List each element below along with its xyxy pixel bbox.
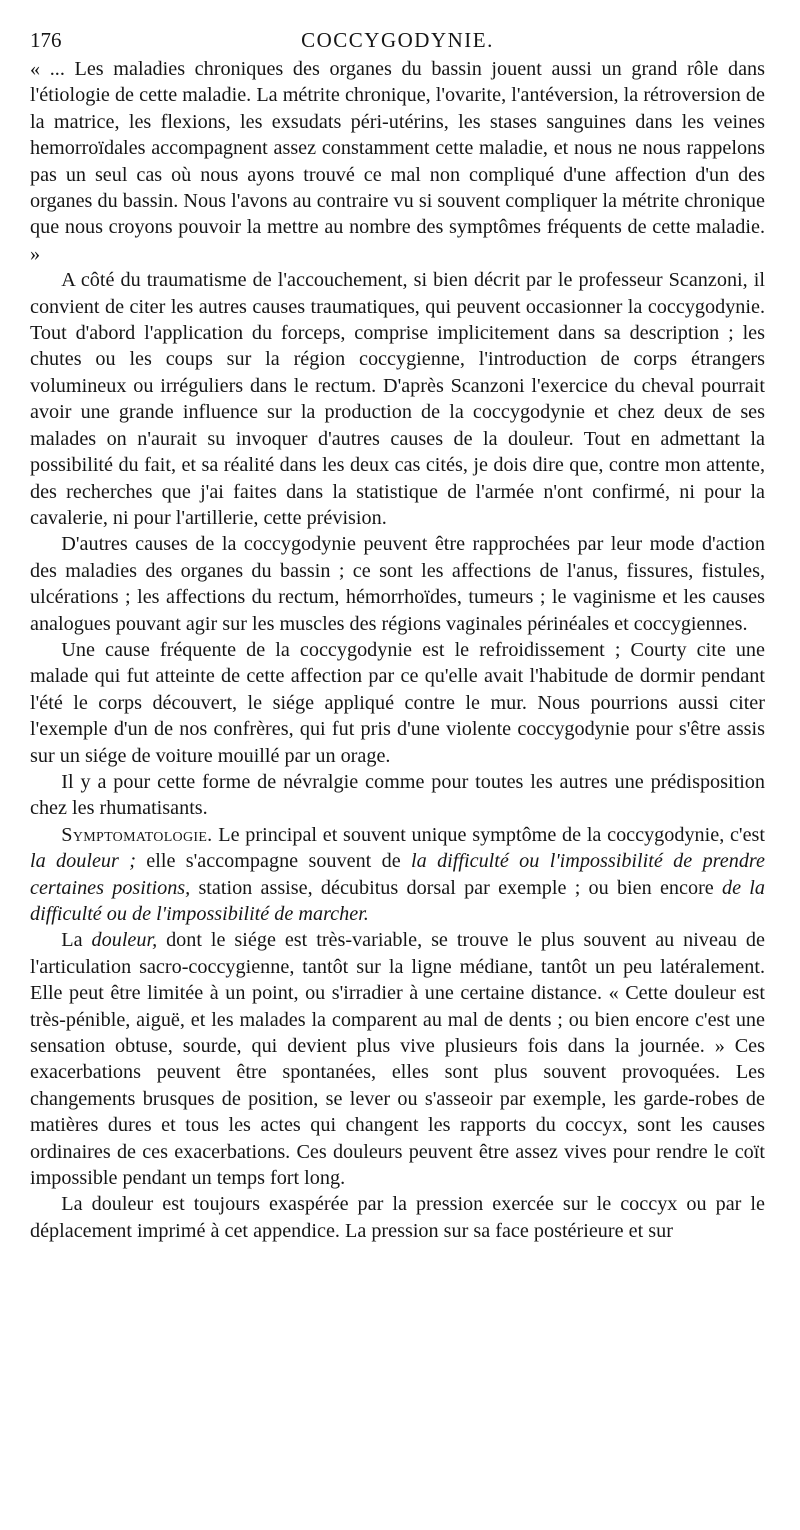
text-run: dont le siége est très-variable, se trouve le plus souvent au niveau de l'articulation sacro-coccygienne, tantôt sur la ligne médiane, tantôt un peu latéralement. Elle peut être limitée à un point, ou s'irradier à une certaine distance. « Cette douleur est très-pénible, aiguë, et les malades la comparent au mal de dents ; ou bien encore c'est une sensation obtuse, sourde, qui devient plus vive plusieurs fois dans la journée. » Ces exacerbations peuvent être spontanées, elles sont plus souvent provoquées. Les changements brusques de position, se lever ou s'asseoir par exemple, les garde-robes de matières dures et tous les actes qui changent les rapports du coccyx, sont les causes ordinaires de ces exacerbations. Ces douleurs peuvent être assez vives pour rendre le coït impossible pendant un temps fort long. [30, 929, 765, 1190]
running-title: COCCYGODYNIE. [301, 28, 494, 52]
text-run: station assise, décubitus dorsal par exemple ; ou bien encore [190, 876, 722, 899]
paragraph-cold-exposure: Une cause fréquente de la coccygodynie est le refroidissement ; Courty cite une malade qui fut atteinte de cette affection par ce qu'elle avait l'habitude de dormir pendant l'été le corps découvert, le siége appliqué contre le mur. Nous pourrions aussi citer l'exemple d'un de nos confrères, qui fut pris d'une violente coccygodynie pour s'être assis sur un siége de voiture mouillé par un orage. [30, 638, 765, 767]
paragraph-pressure-pain: La douleur est toujours exaspérée par la pression exercée sur le coccyx ou par le déplacement imprimé à cet appendice. La pression sur sa face postérieure et sur [30, 1193, 765, 1242]
italic-run: de la difficulté ou de l'impossibilité de marcher. [30, 876, 765, 925]
paragraph-quote-chronic-diseases: « ... Les maladies chroniques des organes du bassin jouent aussi un grand rôle dans l'étiologie de cette maladie. La métrite chronique, l'ovarite, l'antéversion, la rétroversion de la matrice, les flexions, les exsudats péri-utérins, les stases sanguines dans les veines hemorroïdales accompagnent assez constamment cette maladie, et nous ne nous rappelons pas un seul cas où nous ayons trouvé ce mal non compliqué d'une affection d'un des organes du bassin. Nous l'avons au contraire vu si souvent compliquer la métrite chronique que nous croyons pouvoir la mettre au nombre des symptômes fréquents de cette maladie. » [30, 58, 765, 265]
italic-run: douleur, [91, 929, 158, 952]
page-header [30, 28, 765, 56]
text-run: La [61, 929, 92, 952]
page-number: 176 [30, 28, 62, 52]
paragraph-rheumatism: Il y a pour cette forme de névralgie comme pour toutes les autres une prédisposition chez les rhumatisants. [30, 770, 765, 820]
italic-run: la douleur ; [30, 850, 136, 873]
paragraph-anal-rectal-causes: D'autres causes de la coccygodynie peuvent être rapprochées par leur mode d'action des maladies des organes du bassin ; ce sont les affections de l'anus, fissures, fistules, ulcérations ; les affections du rectum, hémorrhoïdes, tumeurs ; le vaginisme et les causes analogues pouvant agir sur les muscles des régions vaginales périnéales et coccygiennes. [30, 533, 765, 635]
italic-run: la difficulté ou l'impossibilité de prendre certaines positions, [30, 850, 765, 899]
paragraph-symptomatology [30, 822, 765, 928]
page [30, 28, 765, 1244]
paragraph-traumatic-causes: A côté du traumatisme de l'accouchement, si bien décrit par le professeur Scanzoni, il convient de citer les autres causes traumatiques, qui peuvent occasionner la coccygodynie. Tout d'abord l'application du forceps, comprise implicitement dans sa description ; les chutes ou les coups sur la région coccygienne, l'introduction de corps étrangers volumineux ou irréguliers dans le rectum. D'après Scanzoni l'exercice du cheval pourrait avoir une grande influence sur la production de la coccygodynie et chez deux de ses malades on n'aurait su invoquer d'autres causes de la douleur. Tout en admettant la possibilité du fait, et sa réalité dans les deux cas cités, je dois dire que, contre mon attente, des recherches que j'ai faites dans la statistique de l'armée n'ont confirmé, ni pour la cavalerie, ni pour l'artillerie, cette prévision. [30, 269, 765, 529]
paragraph-pain-description [30, 927, 765, 1191]
text-run: elle s'accompagne souvent de [135, 850, 412, 873]
section-heading-symptomatology: Symptomatologie. [61, 823, 213, 846]
body-text [30, 56, 765, 1244]
text-run: Le principal et souvent unique symptôme de la coccygodynie, c'est [212, 823, 765, 846]
